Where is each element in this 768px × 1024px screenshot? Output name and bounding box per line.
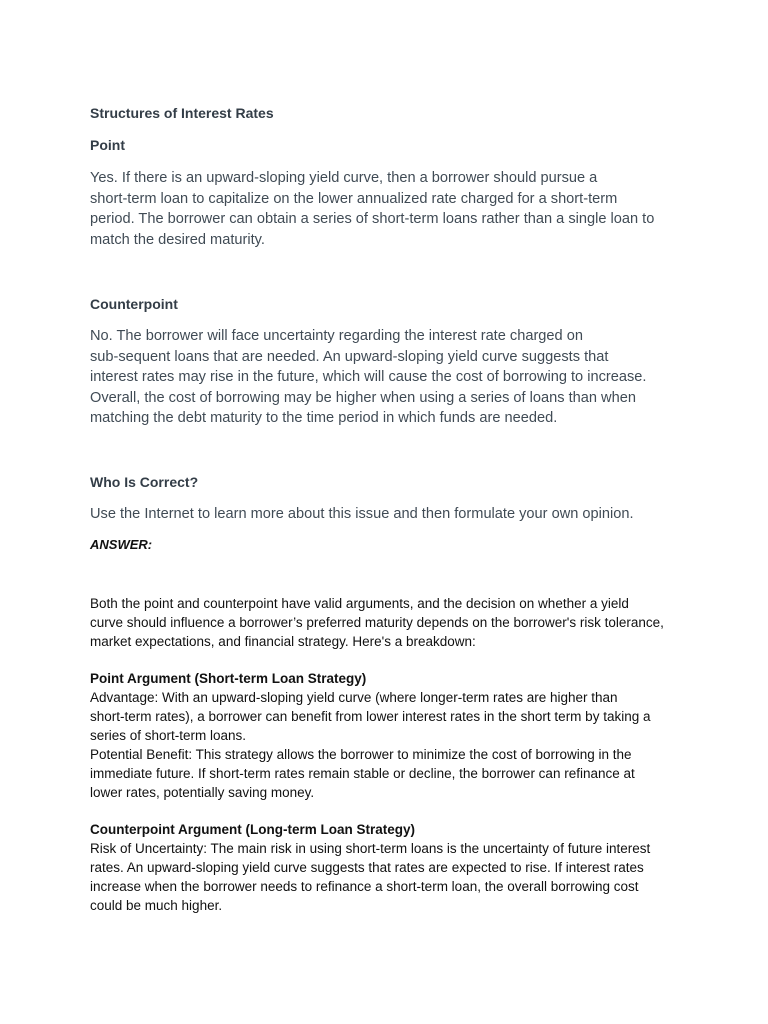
paragraph-line: Overall, the cost of borrowing may be higher when using a series of loans than when bbox=[90, 389, 636, 406]
point-heading: Point bbox=[90, 137, 125, 153]
paragraph-line: rates. An upward-sloping yield curve suggests that rates are expected to rise. If interest rates bbox=[90, 860, 644, 875]
paragraph-line: could be much higher. bbox=[90, 898, 223, 913]
paragraph-line: curve should influence a borrower’s preferred maturity depends on the borrower's risk tolerance, bbox=[90, 615, 664, 630]
answer-intro bbox=[90, 594, 690, 651]
paragraph-line: immediate future. If short-term rates remain stable or decline, the borrower can refinance at bbox=[90, 766, 635, 781]
counterpoint-argument-section bbox=[90, 820, 690, 915]
paragraph-line: Risk of Uncertainty: The main risk in using short-term loans is the uncertainty of future interest bbox=[90, 841, 651, 856]
paragraph-line: short-term rates), a borrower can benefit from lower interest rates in the short term by taking a bbox=[90, 709, 651, 724]
counterpoint-heading: Counterpoint bbox=[90, 296, 178, 312]
paragraph-line: interest rates may rise in the future, which will cause the cost of borrowing to increase. bbox=[90, 369, 647, 385]
who-is-correct-paragraph bbox=[90, 504, 690, 525]
paragraph-line: No. The borrower will face uncertainty regarding the interest rate charged on bbox=[90, 328, 583, 344]
point-argument-heading: Point Argument (Short-term Loan Strategy) bbox=[90, 671, 367, 686]
paragraph-line: sub-sequent loans that are needed. An upward-sloping yield curve suggests that bbox=[90, 348, 609, 365]
answer-label: ANSWER: bbox=[90, 537, 153, 552]
paragraph-line: Both the point and counterpoint have valid arguments, and the decision on whether a yield bbox=[90, 596, 629, 611]
paragraph-line: short-term loan to capitalize on the lower annualized rate charged for a short-term bbox=[90, 190, 618, 207]
counterpoint-argument-heading: Counterpoint Argument (Long-term Loan Strategy) bbox=[90, 822, 415, 837]
paragraph-line: matching the debt maturity to the time period in which funds are needed. bbox=[90, 410, 558, 426]
who-is-correct-heading: Who Is Correct? bbox=[90, 474, 199, 490]
paragraph-line: lower rates, potentially saving money. bbox=[90, 785, 315, 800]
paragraph-line: Advantage: With an upward-sloping yield curve (where longer-term rates are higher than bbox=[90, 690, 618, 705]
paragraph-line: Use the Internet to learn more about this issue and then formulate your own opinion. bbox=[90, 506, 634, 522]
paragraph-line: match the desired maturity. bbox=[90, 231, 265, 248]
counterpoint-paragraph bbox=[90, 326, 690, 429]
paragraph-line: increase when the borrower needs to refinance a short-term loan, the overall borrowing cost bbox=[90, 879, 639, 894]
paragraph-line: series of short-term loans. bbox=[90, 728, 247, 743]
document-title: Structures of Interest Rates bbox=[90, 105, 274, 121]
paragraph-line: period. The borrower can obtain a series of short-term loans rather than a single loan to bbox=[90, 211, 655, 227]
point-paragraph bbox=[90, 168, 690, 250]
paragraph-line: market expectations, and financial strategy. Here's a breakdown: bbox=[90, 634, 476, 649]
paragraph-line: Yes. If there is an upward-sloping yield curve, then a borrower should pursue a bbox=[90, 170, 598, 186]
point-argument-section bbox=[90, 669, 690, 802]
paragraph-line: Potential Benefit: This strategy allows the borrower to minimize the cost of borrowing in the bbox=[90, 747, 632, 762]
